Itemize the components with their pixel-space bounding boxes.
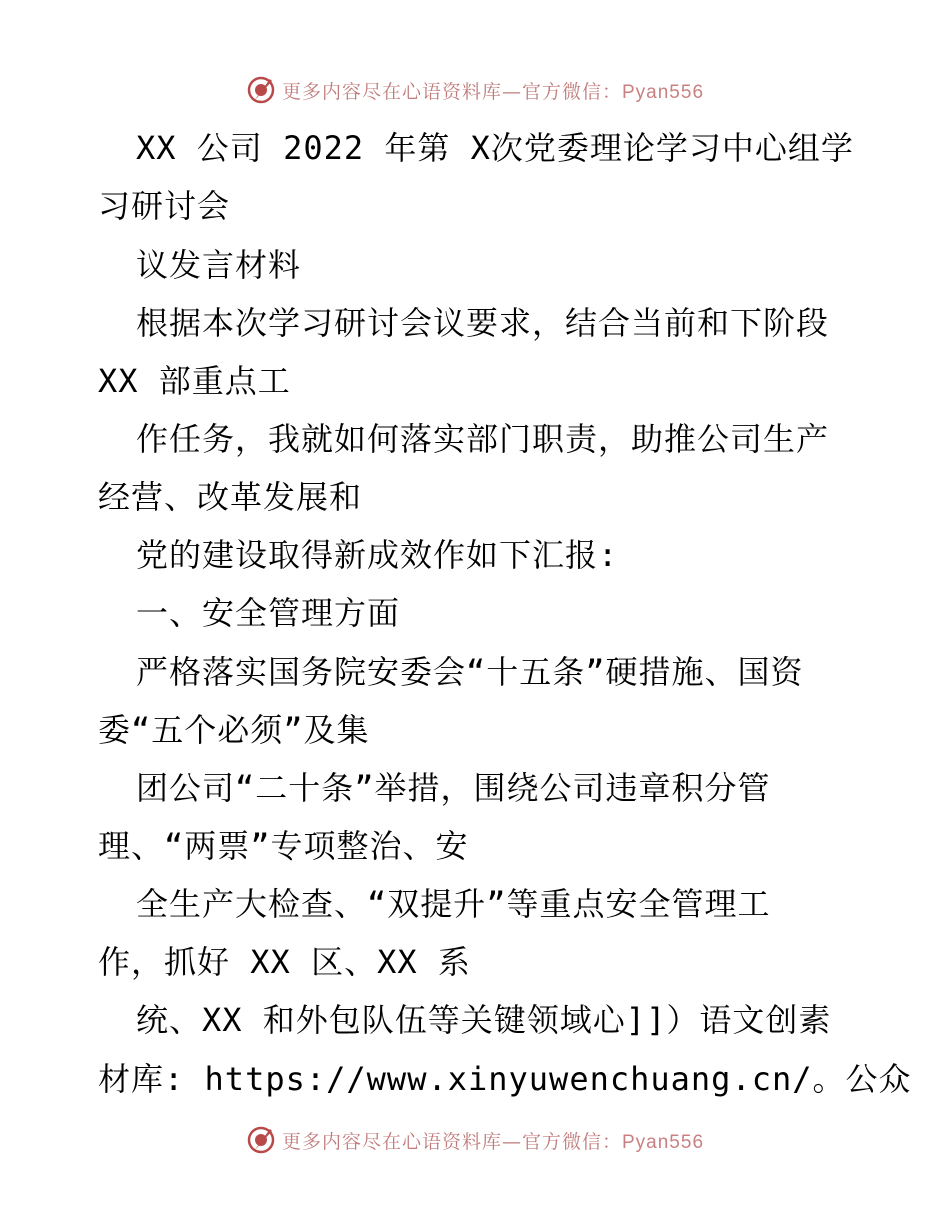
quill-logo-icon bbox=[246, 75, 276, 105]
paragraph-line: 作，抓好 XX 区、XX 系 bbox=[98, 943, 471, 981]
paragraph-line: 统、XX 和外包队伍等关键领域心]]）语文创素 bbox=[136, 1001, 832, 1039]
paragraph-line: 委“五个必须”及集 bbox=[98, 711, 370, 749]
paragraph-line: 理、“两票”专项整治、安 bbox=[98, 827, 469, 865]
section-heading: 一、安全管理方面 bbox=[136, 594, 401, 632]
watermark-brand: Pyan556 bbox=[622, 81, 705, 103]
paragraph-line: 经营、改革发展和 bbox=[98, 478, 363, 516]
paragraph-line: 严格落实国务院安委会“十五条”硬措施、国资 bbox=[136, 653, 804, 691]
title-line-3: 议发言材料 bbox=[136, 246, 302, 284]
title-line-1: XX 公司 2022 年第 X次党委理论学习中心组学 bbox=[136, 129, 854, 167]
watermark-text: 更多内容尽在心语资料库—官方微信：Pyan556 bbox=[281, 80, 705, 103]
watermark-brand: Pyan556 bbox=[622, 1131, 705, 1153]
quill-logo-icon bbox=[246, 1125, 276, 1155]
header-watermark bbox=[0, 70, 950, 110]
paragraph-line: 作任务，我就如何落实部门职责，助推公司生产 bbox=[136, 420, 830, 458]
paragraph-line: 材库: https://www.xinyuwenchuang.cn/。公众 bbox=[98, 1060, 912, 1098]
paragraph-line: 团公司“二十条”举措，围绕公司违章积分管 bbox=[136, 769, 771, 807]
paragraph-line: 党的建设取得新成效作如下汇报: bbox=[136, 536, 619, 574]
watermark-text: 更多内容尽在心语资料库—官方微信：Pyan556 bbox=[281, 1130, 705, 1153]
footer-watermark bbox=[0, 1120, 950, 1160]
paragraph-line: 全生产大检查、“双提升”等重点安全管理工 bbox=[136, 885, 771, 923]
title-line-2: 习研讨会 bbox=[98, 187, 231, 225]
paragraph-line: XX 部重点工 bbox=[98, 362, 291, 400]
paragraph-line: 根据本次学习研讨会议要求，结合当前和下阶段 bbox=[136, 304, 830, 342]
